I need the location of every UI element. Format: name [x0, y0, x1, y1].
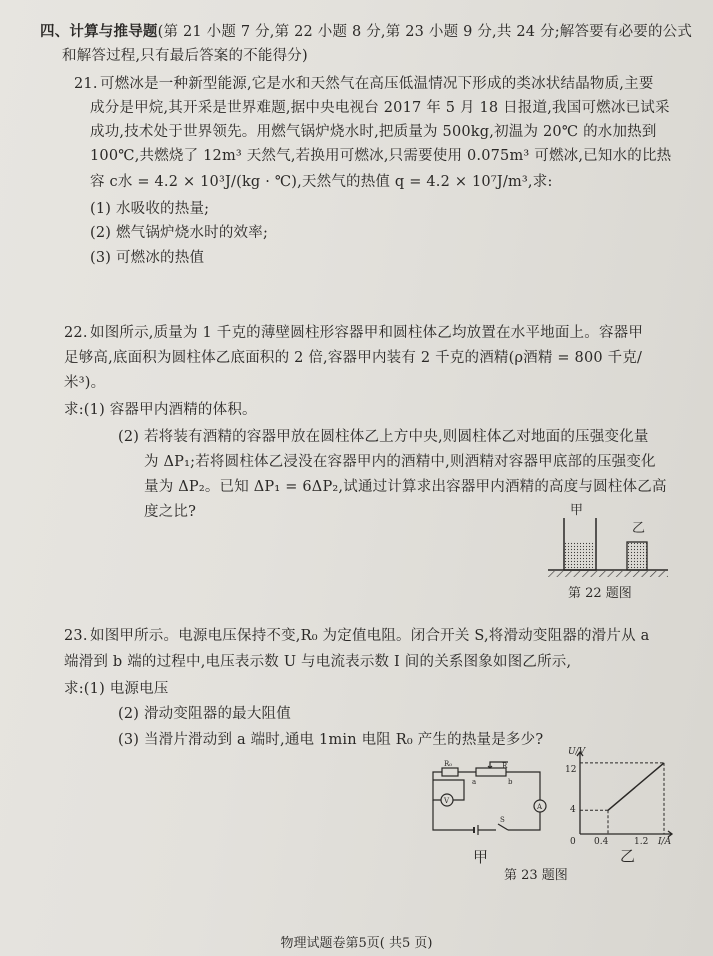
q21-line: 100℃,共燃烧了 12m³ 天然气,若换用可燃冰,只需要使用 0.075m³ 可燃冰,已知水的比热: [90, 148, 672, 164]
q23-ask: 求:(1) 电源电压: [64, 681, 169, 697]
resistor-r0: [442, 768, 458, 776]
q23-number: 23.: [64, 628, 88, 644]
q21-line: 容 c水 = 4.2 × 10³J/(kg · ℃),天然气的热值 q = 4.2 × 10⁷J/m³,求:: [90, 174, 553, 190]
s-label: S: [500, 816, 505, 824]
wire: [433, 772, 442, 780]
q23-part: (2) 滑动变阻器的最大阻值: [118, 706, 291, 722]
x-tick-0.4: 0.4: [594, 837, 609, 847]
y-axis-label: U/V: [568, 747, 586, 757]
a-label: a: [472, 778, 477, 786]
page-footer: 物理试题卷第5页( 共5 页): [280, 936, 433, 951]
q22-part2-line: 为 ΔP₁;若将圆柱体乙浸没在容器甲内的酒精中,则酒精对容器甲底部的压强变化: [144, 454, 656, 470]
q22-part2-line: 量为 ΔP₂。已知 ΔP₁ = 6ΔP₂,试通过计算求出容器甲内酒精的高度与圆柱体乙高: [144, 479, 667, 495]
y-tick-0: 0: [570, 837, 576, 847]
q22-ask: 求:(1) 容器甲内酒精的体积。: [64, 402, 257, 418]
wire: [506, 772, 540, 800]
q21-line: 成分是甲烷,其开采是世界难题,据中央电视台 2017 年 5 月 18 日报道,我国可燃冰已试采: [90, 100, 670, 116]
q21-line: 成功,技术处于世界领先。用燃气锅炉烧水时,把质量为 500kg,初温为 20℃ 的水加热到: [90, 124, 657, 140]
circuit-diagram: [428, 760, 553, 842]
cylinder-yi-label: 乙: [632, 521, 646, 536]
q22-line: 米³)。: [64, 375, 106, 391]
q22-part2-line: 度之比?: [144, 504, 197, 520]
section-note: (第 21 小题 7 分,第 22 小题 8 分,第 23 小题 9 分,共 24 分;解答要有必要的公式: [157, 24, 693, 40]
cylinder-yi: [627, 542, 647, 570]
q22-part2-line: (2) 若将装有酒精的容器甲放在圆柱体乙上方中央,则圆柱体乙对地面的压强变化量: [118, 429, 649, 445]
wire: [433, 800, 474, 830]
ui-graph: [560, 746, 685, 866]
figure-23-caption: 第 23 题图: [504, 868, 568, 883]
wire: [433, 780, 441, 800]
r-label: R: [502, 762, 508, 770]
v-label: V: [444, 797, 450, 805]
q22-line: 如图所示,质量为 1 千克的薄壁圆柱形容器甲和圆柱体乙均放置在水平地面上。容器甲: [90, 325, 644, 341]
container-jia-label: 甲: [570, 503, 584, 518]
wire: [508, 812, 540, 830]
x-tick-1.2: 1.2: [634, 837, 649, 847]
q21-part: (3) 可燃冰的热值: [90, 250, 205, 266]
q22-number: 22.: [64, 325, 88, 341]
ground-hatch: [548, 571, 668, 577]
q21-line: 可燃冰是一种新型能源,它是水和天然气在高压低温情况下形成的类冰状结晶物质,主要: [100, 76, 654, 92]
q22-line: 足够高,底面积为圆柱体乙底面积的 2 倍,容器甲内装有 2 千克的酒精(ρ酒精 = 800 千克/: [64, 350, 643, 366]
circuit-label: 甲: [473, 848, 489, 866]
q23-line: 如图甲所示。电源电压保持不变,R₀ 为定值电阻。闭合开关 S,将滑动变阻器的滑片从 a: [90, 628, 650, 644]
x-axis-label: I/A: [658, 837, 672, 847]
section-heading-line: [40, 22, 692, 42]
r0-label: R₀: [444, 760, 453, 768]
b-label: b: [508, 778, 513, 786]
q21-number: 21.: [74, 76, 98, 92]
y-tick-4: 4: [570, 805, 576, 815]
section-note-2: 和解答过程,只有最后答案的不能得分): [62, 48, 308, 64]
q21-part: (2) 燃气锅炉烧水时的效率;: [90, 225, 269, 241]
alcohol-liquid: [565, 542, 595, 570]
switch-s: [498, 824, 508, 830]
amp-label: A: [537, 803, 543, 811]
q23-part: (3) 当滑片滑动到 a 端时,通电 1min 电阻 R₀ 产生的热量是多少?: [118, 732, 544, 748]
figure-22: [540, 500, 675, 582]
graph-label: 乙: [620, 847, 636, 865]
q23-line: 端滑到 b 端的过程中,电压表示数 U 与电流表示数 I 间的关系图象如图乙所示,: [64, 654, 572, 670]
y-tick-12: 12: [565, 765, 577, 775]
ui-series-line: [608, 763, 664, 810]
q21-part: (1) 水吸收的热量;: [90, 201, 210, 217]
figure-22-caption: 第 22 题图: [568, 586, 632, 601]
section-heading: 四、计算与推导题: [40, 23, 158, 40]
